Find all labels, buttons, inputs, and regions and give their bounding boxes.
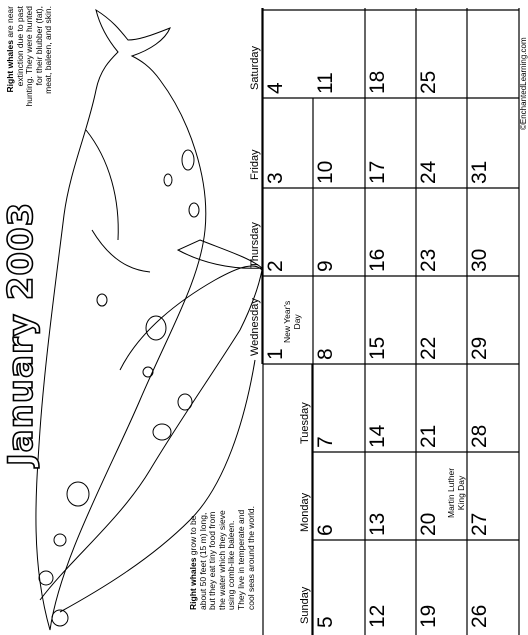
- weekday-sunday: Sunday: [299, 586, 311, 624]
- day-8[interactable]: 8: [314, 348, 337, 360]
- holiday-new-years: New Year's Day: [282, 300, 302, 343]
- day-30[interactable]: 30: [468, 248, 491, 272]
- day-25[interactable]: 25: [417, 70, 440, 94]
- day-21[interactable]: 21: [417, 424, 440, 448]
- page-title: January 2003: [1, 201, 41, 466]
- weekday-thursday: Thursday: [249, 222, 261, 268]
- day-29[interactable]: 29: [468, 336, 491, 360]
- day-13[interactable]: 13: [366, 512, 389, 536]
- weekday-tuesday: Tuesday: [299, 402, 311, 444]
- day-4[interactable]: 4: [264, 82, 287, 94]
- weekday-wednesday: Wednesday: [249, 298, 261, 356]
- day-17[interactable]: 17: [366, 160, 389, 184]
- day-6[interactable]: 6: [314, 524, 337, 536]
- day-26[interactable]: 26: [468, 604, 491, 628]
- day-2[interactable]: 2: [264, 260, 287, 272]
- day-5[interactable]: 5: [314, 616, 337, 628]
- fact-top: Right whales are near extinction due to past hunting. They were hunted for their blubber (fat), meat, baleen, and skin.: [5, 6, 54, 107]
- day-31[interactable]: 31: [468, 160, 491, 184]
- day-19[interactable]: 19: [417, 604, 440, 628]
- day-15[interactable]: 15: [366, 336, 389, 360]
- day-27[interactable]: 27: [468, 512, 491, 536]
- day-9[interactable]: 9: [314, 260, 337, 272]
- credit-text: ©EnchantedLearning.com: [519, 37, 528, 130]
- weekday-saturday: Saturday: [249, 45, 261, 90]
- day-12[interactable]: 12: [366, 604, 389, 628]
- day-22[interactable]: 22: [417, 336, 440, 360]
- day-10[interactable]: 10: [314, 160, 337, 184]
- weekday-friday: Friday: [249, 149, 261, 180]
- day-3[interactable]: 3: [264, 172, 287, 184]
- fact-bottom: Right whales grow to be about 50 feet (15 m) long, but they eat tiny food from the water which they sieve using comb-like baleen. They live in temperate and cool seas around the world.: [188, 506, 256, 610]
- holiday-mlk: Martin Luther King Day: [446, 467, 466, 518]
- day-23[interactable]: 23: [417, 248, 440, 272]
- day-16[interactable]: 16: [366, 248, 389, 272]
- day-11[interactable]: 11: [314, 72, 337, 94]
- day-14[interactable]: 14: [366, 424, 389, 448]
- day-18[interactable]: 18: [366, 70, 389, 94]
- day-1[interactable]: 1: [264, 348, 287, 360]
- day-28[interactable]: 28: [468, 424, 491, 448]
- day-20[interactable]: 20: [417, 512, 440, 536]
- weekday-monday: Monday: [299, 492, 311, 532]
- day-24[interactable]: 24: [417, 160, 440, 184]
- day-7[interactable]: 7: [314, 436, 337, 448]
